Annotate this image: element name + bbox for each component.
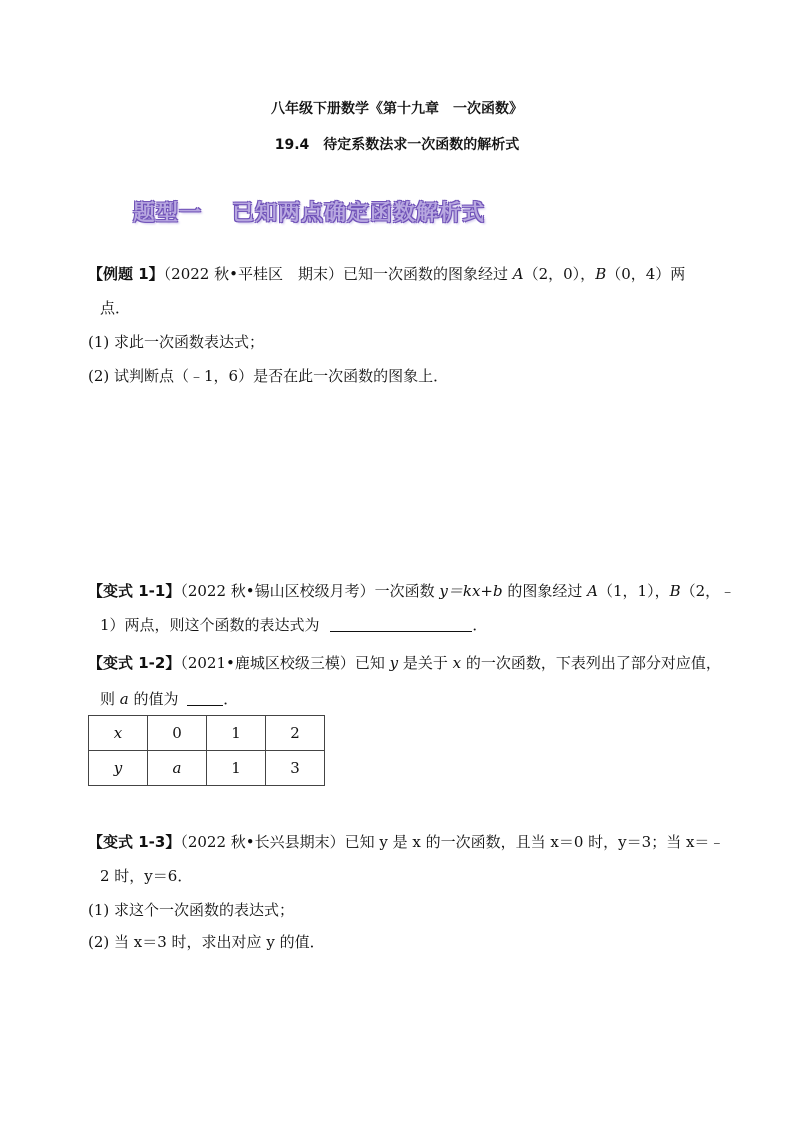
variant1-3-question1: (1) 求这个一次函数的表达式；	[88, 901, 295, 919]
variant1-3-line2: 2 时，y＝6．	[100, 867, 193, 885]
variant1-2-cont-b: 的值为	[128, 690, 179, 708]
variant1-1-line1	[88, 581, 735, 601]
variant1-1-text: 一次函数	[374, 582, 440, 600]
variant1-1-line2	[100, 615, 487, 635]
table-row	[89, 751, 325, 786]
point-b-label: B	[595, 265, 607, 283]
document-title: 八年级下册数学《第十九章 一次函数》	[271, 101, 523, 117]
value-table	[88, 715, 325, 786]
variant1-2-var-x: x	[452, 654, 462, 672]
variant1-2-tag: 【变式 1-2】	[88, 654, 181, 672]
variant1-3-question2: (2) 当 x＝3 时，求出对应 y 的值．	[88, 933, 325, 951]
example1-question2: (2) 试判断点（﹣1，6）是否在此一次函数的图象上．	[88, 367, 449, 385]
section-text: 已知两点确定函数解析式	[232, 201, 486, 226]
variant1-3-tag: 【变式 1-3】	[88, 833, 181, 851]
answer-blank[interactable]	[330, 617, 472, 632]
section-label: 题型一	[133, 201, 203, 226]
variant1-3-line1	[88, 832, 724, 852]
variant1-2-text-b: 是关于	[398, 654, 453, 672]
table-cell: y	[89, 751, 148, 786]
variant1-2-end: ．	[223, 690, 239, 708]
variant1-2-line2	[100, 689, 238, 709]
example1-line1	[88, 264, 685, 284]
table-cell: 3	[266, 751, 325, 786]
variant1-1-coord-b: （2，﹣	[680, 582, 736, 600]
variant1-2-cont-a: 则	[100, 690, 120, 708]
variant1-3-text: 已知 y 是 x 的一次函数，且当 x＝0 时，y＝3；当 x＝﹣	[344, 833, 725, 851]
point-b-coord: （0，4）两	[606, 265, 686, 283]
table-cell: 0	[148, 716, 207, 751]
table-cell: x	[89, 716, 148, 751]
variant1-1-coord-a: （1，1），	[598, 582, 670, 600]
point-a-label: A	[512, 265, 524, 283]
variant1-3-source: （2022 秋•长兴县期末）	[180, 833, 345, 851]
variant1-2-text-c: 的一次函数，下表列出了部分对应值，	[461, 654, 721, 672]
variant1-1-tag: 【变式 1-1】	[88, 582, 181, 600]
variant1-2-var-a: a	[119, 690, 129, 708]
example1-question1: (1) 求此一次函数表达式；	[88, 333, 265, 351]
variant1-2-line1	[88, 653, 721, 673]
variant1-2-text-a: 已知	[354, 654, 390, 672]
variant1-1-text-b: 的图象经过	[502, 582, 588, 600]
variant1-2-var-y: y	[389, 654, 399, 672]
variant1-1-text-cont: 1）两点，则这个函数的表达式为	[100, 616, 320, 634]
variant1-1-formula: y＝kx+b	[439, 582, 503, 600]
example1-line2: 点．	[100, 299, 131, 317]
table-cell: 1	[207, 751, 266, 786]
variant1-2-source: （2021•鹿城区校级三模）	[180, 654, 355, 672]
variant1-1-end: ．	[472, 616, 488, 634]
answer-blank[interactable]	[187, 691, 223, 706]
section-heading	[133, 196, 485, 227]
table-row	[89, 716, 325, 751]
example1-tag: 【例题 1】	[88, 265, 164, 283]
example1-source: （2022 秋•平桂区 期末）	[163, 265, 343, 283]
variant1-1-source: （2022 秋•锡山区校级月考）	[180, 582, 375, 600]
variant1-1-point-b: B	[669, 582, 681, 600]
table-cell: a	[148, 751, 207, 786]
variant1-1-point-a: A	[587, 582, 598, 600]
table-cell: 1	[207, 716, 266, 751]
point-a-coord: （2，0），	[523, 265, 596, 283]
document-subtitle: 19.4 待定系数法求一次函数的解析式	[274, 137, 520, 153]
example1-text: 已知一次函数的图象经过	[342, 265, 513, 283]
table-cell: 2	[266, 716, 325, 751]
